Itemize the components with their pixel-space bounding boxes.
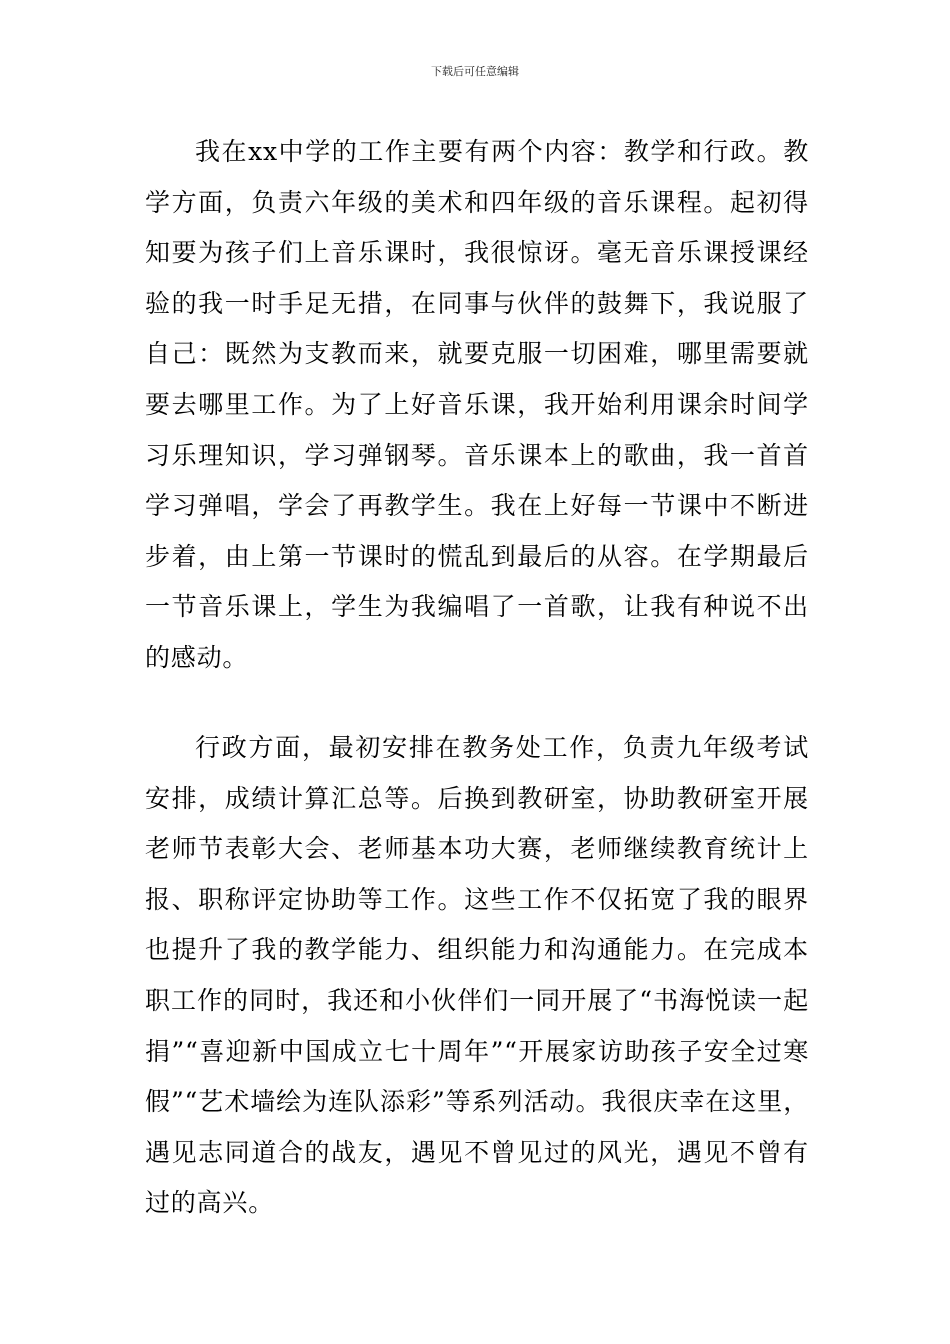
page-header-note: 下载后可任意编辑: [431, 65, 519, 78]
paragraph-administration: 行政方面，最初安排在教务处工作，负责九年级考试安排，成绩计算汇总等。后换到教研室，协助教研室开展老师节表彰大会、老师基本功大赛，老师继续教育统计上报、职称评定协助等工作。这些工作不仅拓宽了我的眼界也提升了我的教学能力、组织能力和沟通能力。在完成本职工作的同时，我还和小伙伴们一同开展了“书海悦读一起捐”“喜迎新中国成立七十周年”“开展家访助孩子安全过寒假”“艺术墙绘为连队添彩”等系列活动。我很庆幸在这里，遇见志同道合的战友，遇见不曾见过的风光，遇见不曾有过的高兴。: [145, 733, 809, 1218]
paragraph-teaching: 我在xx中学的工作主要有两个内容：教学和行政。教学方面，负责六年级的美术和四年级的音乐课程。起初得知要为孩子们上音乐课时，我很惊讶。毫无音乐课授课经验的我一时手足无措，在同事与伙伴的鼓舞下，我说服了自己：既然为支教而来，就要克服一切困难，哪里需要就要去哪里工作。为了上好音乐课，我开始利用课余时间学习乐理知识，学习弹钢琴。音乐课本上的歌曲，我一首首学习弹唱，学会了再教学生。我在上好每一节课中不断进步着，由上第一节课时的慌乱到最后的从容。在学期最后一节音乐课上，学生为我编唱了一首歌，让我有种说不出的感动。: [145, 137, 809, 672]
